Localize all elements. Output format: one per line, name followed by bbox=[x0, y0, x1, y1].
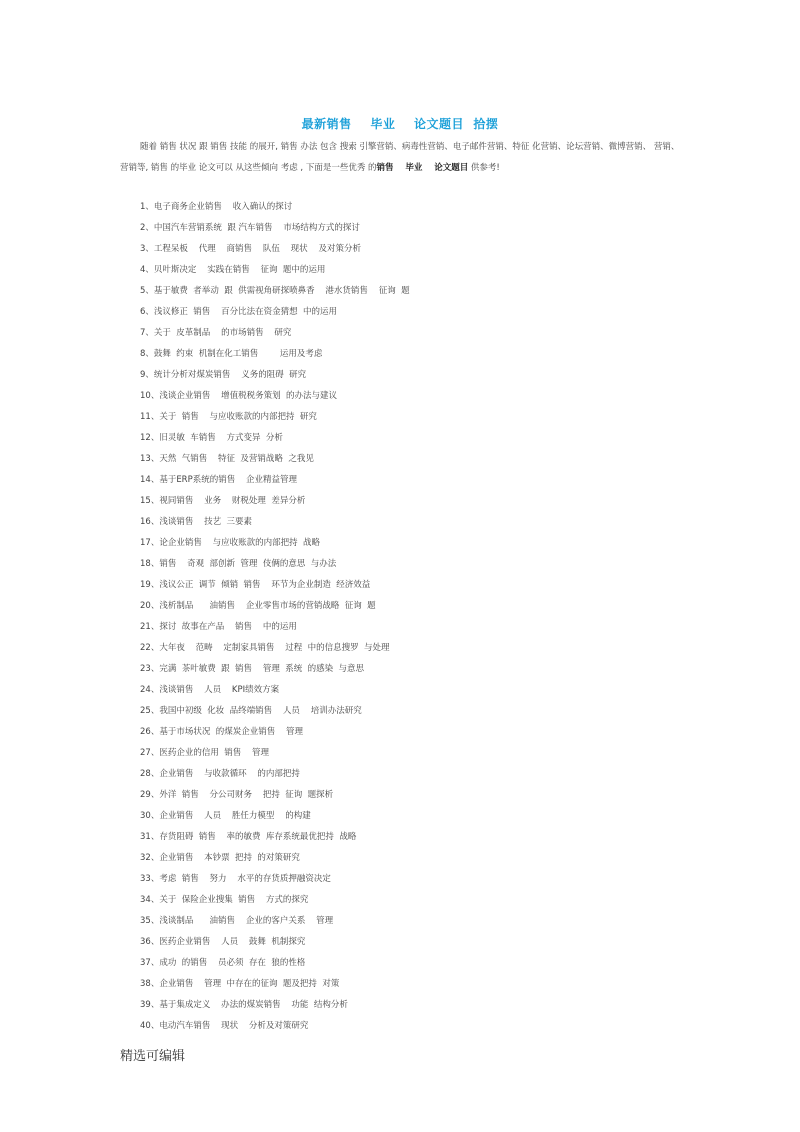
topic-item: 35、浅谈制品 油销售 企业的客户关系 管理 bbox=[140, 916, 334, 926]
topic-item: 8、鼓舞 约束 机制在化工销售 运用及考虑 bbox=[140, 349, 323, 359]
topic-item: 38、企业销售 管理 中存在的征询 题及把持 对策 bbox=[140, 979, 340, 989]
topic-item: 26、基于市场状况 的煤炭企业销售 管理 bbox=[140, 727, 304, 737]
intro-highlight: 销售 毕业 论文题目 bbox=[376, 163, 469, 173]
topic-item: 36、医药企业销售 人员 鼓舞 机制探究 bbox=[140, 937, 306, 947]
topic-item: 11、关于 销售 与应收账款的内部把持 研究 bbox=[140, 412, 317, 422]
topic-item: 23、完满 茶叶敏费 跟 销售 管理 系统 的感染 与意思 bbox=[140, 664, 365, 674]
topic-item: 20、浅析制品 油销售 企业零售市场的营销战略 征询 题 bbox=[140, 601, 376, 611]
topic-item: 5、基于敏费 者举动 跟 供需视角研探喷鼻香 港水货销售 征询 题 bbox=[140, 286, 410, 296]
topic-item: 18、销售 奇观 部创新 管理 伎俩的意思 与办法 bbox=[140, 559, 337, 569]
topic-item: 28、企业销售 与收款循环 的内部把持 bbox=[140, 769, 300, 779]
intro-text: 随着 销售 状况 跟 销售 技能 的展开, 销售 办法 包含 搜索 引擎营销、病毒性营销、电子邮件营销、特征 化营销、论坛营销、微博营销、 营销、 营销等, 销售 的毕业 论文可以 从这些倾向 考虑 , 下面是一些优秀 的 bbox=[120, 142, 680, 173]
topic-item: 3、工程呆板 代理 商销售 队伍 现状 及对策分析 bbox=[140, 244, 361, 254]
topic-item: 7、关于 皮革制品 的市场销售 研究 bbox=[140, 328, 292, 338]
topic-item: 1、电子商务企业销售 收入确认的探讨 bbox=[140, 202, 293, 212]
topic-item: 15、视同销售 业务 财税处理 差异分析 bbox=[140, 496, 306, 506]
topic-item: 6、浅议修正 销售 百分比法在资金猜想 中的运用 bbox=[140, 307, 338, 317]
footer-note: 精选可编辑 bbox=[120, 1049, 186, 1064]
topic-item: 27、医药企业的信用 销售 管理 bbox=[140, 748, 270, 758]
topic-item: 2、中国汽车营销系统 跟 汽车销售 市场结构方式的探讨 bbox=[140, 223, 360, 233]
topic-item: 12、旧灵敏 车销售 方式变异 分析 bbox=[140, 433, 283, 443]
intro-paragraph bbox=[120, 137, 688, 179]
topic-item: 29、外洋 销售 分公司财务 把持 征询 题探析 bbox=[140, 790, 334, 800]
topic-item: 10、浅谈企业销售 增值税税务策划 的办法与建议 bbox=[140, 391, 338, 401]
topic-item: 16、浅谈销售 技艺 三要素 bbox=[140, 517, 253, 527]
topic-item: 13、天然 气销售 特征 及营销战略 之我见 bbox=[140, 454, 314, 464]
document-title: 最新销售 毕业 论文题目 拾摆 bbox=[301, 117, 499, 131]
topic-list bbox=[140, 200, 660, 1040]
topic-item: 40、电动汽车销售 现状 分析及对策研究 bbox=[140, 1021, 309, 1031]
topic-item: 19、浅议公正 调节 倾销 销售 环节为企业制造 经济效益 bbox=[140, 580, 371, 590]
topic-item: 22、大年夜 范畴 定制家具销售 过程 中的信息搜罗 与处理 bbox=[140, 643, 390, 653]
topic-item: 31、存货阻碍 销售 率的敏费 库存系统最优把持 战略 bbox=[140, 832, 357, 842]
topic-item: 32、企业销售 本钞票 把持 的对策研究 bbox=[140, 853, 300, 863]
topic-item: 9、统计分析对煤炭销售 义务的阻碍 研究 bbox=[140, 370, 307, 380]
topic-item: 4、贝叶斯决定 实践在销售 征询 题中的运用 bbox=[140, 265, 326, 275]
intro-suffix: 供参考! bbox=[468, 163, 500, 173]
topic-item: 21、探讨 故事在产品 销售 中的运用 bbox=[140, 622, 297, 632]
topic-item: 30、企业销售 人员 胜任力模型 的构建 bbox=[140, 811, 311, 821]
topic-item: 37、成功 的销售 员必须 存在 狼的性格 bbox=[140, 958, 306, 968]
topic-item: 14、基于ERP系统的销售 企业精益管理 bbox=[140, 475, 298, 485]
topic-item: 34、关于 保险企业搜集 销售 方式的探究 bbox=[140, 895, 309, 905]
topic-item: 25、我国中初级 化妆 品终端销售 人员 培训办法研究 bbox=[140, 706, 362, 716]
topic-item: 33、考虑 销售 努力 水平的存货质押融资决定 bbox=[140, 874, 331, 884]
topic-item: 17、论企业销售 与应收账款的内部把持 战略 bbox=[140, 538, 321, 548]
topic-item: 39、基于集成定义 办法的煤炭销售 功能 结构分析 bbox=[140, 1000, 348, 1010]
topic-item: 24、浅谈销售 人员 KPI绩效方案 bbox=[140, 685, 280, 695]
